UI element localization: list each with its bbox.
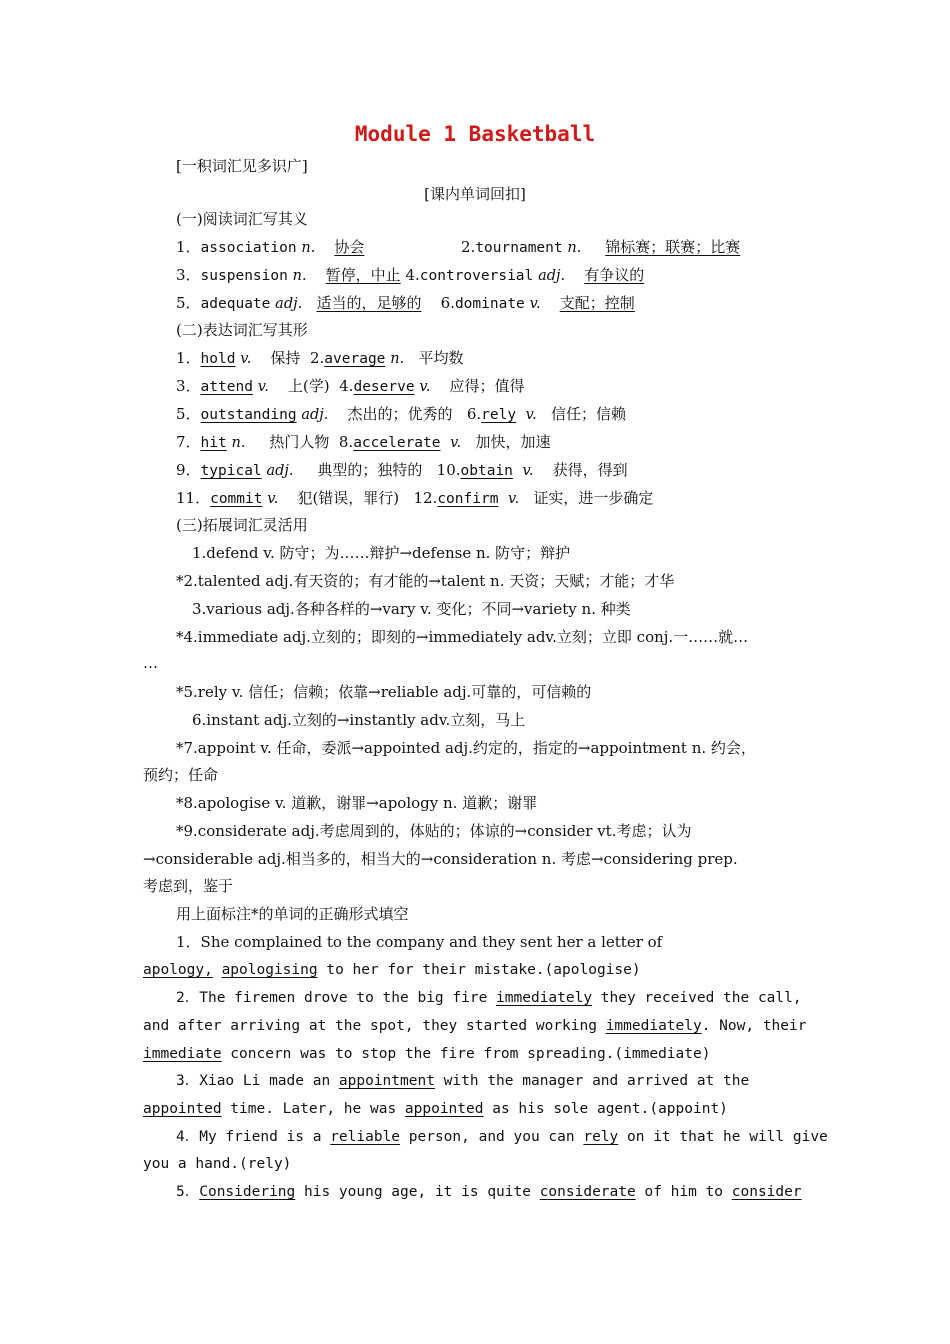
item-number: 12. [413,489,438,507]
answer: rely [583,1129,619,1145]
expansion-line: →considerable adj.相当多的，相当大的→consideration n. 考虑→considering prep. [143,850,738,868]
meaning: 平均数 [418,349,464,367]
sentence-2-cont [143,1016,806,1036]
answer: commit [210,491,263,507]
item-number: 4. [339,377,354,395]
vocab-word: suspension [200,268,288,284]
answer: outstanding [200,407,297,423]
sentence-text: as his sole agent.(appoint) [483,1101,728,1117]
item-number: 10. [436,461,461,479]
answer: hit [200,435,227,451]
sentence-text: 5． [176,1184,200,1200]
answer: immediately [605,1018,702,1034]
answer: immediate [143,1046,222,1062]
answer: immediately [496,990,593,1006]
answer: 有争议的 [584,266,645,284]
part1-row [461,237,740,258]
expansion-line: *7.appoint v. 任命，委派→appointed adj.约定的，指定的→appointment n. 约会， [176,739,756,757]
expansion-line: *4.immediate adj.立刻的；即刻的→immediately adv.立刻；立即 conj.一……就… [176,628,749,646]
answer: appointment [338,1073,435,1089]
item-number: 3． [176,377,201,395]
item-number: 11． [176,489,211,507]
sentence-text: and after arriving at the spot, they started working [143,1018,606,1034]
meaning: 获得，得到 [552,461,628,479]
sentence-text: concern was to stop the fire from spreading.(immediate) [221,1046,711,1062]
part1-row [176,293,635,314]
answer: obtain [460,463,513,479]
expansion-line: *8.apologise v. 道歉，谢罪→apology n. 道歉；谢罪 [176,794,538,812]
part2-row [176,460,628,481]
sentence-text: on it that he will give [618,1129,828,1145]
meaning: 犯(错误，罪行) [297,489,400,507]
meaning: 热门人物 [269,433,330,451]
answer: 暂停，中止 [325,266,401,284]
answer: 支配；控制 [559,294,635,312]
part2-heading: (二)表达词汇写其形 [176,321,308,339]
sentence-1: 1．She complained to the company and they sent her a letter of [176,933,663,951]
meaning: 上(学) [287,377,330,395]
meaning: 保持 [270,349,301,367]
expansion-line: 3.various adj.各种各样的→vary v. 变化；不同→variety n. 种类 [192,600,631,618]
item-number: 5． [176,405,201,423]
part3-heading: (三)拓展词汇灵活用 [176,516,308,534]
item-number: 8. [338,433,354,451]
part-of-speech: n. [390,351,405,367]
expansion-line: 考虑到，鉴于 [143,877,234,895]
item-number: 3． [176,266,201,284]
part-of-speech: n. [301,240,316,256]
item-number: 9． [176,461,201,479]
answer: rely [481,407,517,423]
sentence-text: 3．Xiao Li made an [176,1073,339,1089]
expansion-line: 1.defend v. 防守；为……辩护→defense n. 防守；辩护 [192,544,571,562]
answer: accelerate [353,435,441,451]
item-number: 7． [176,433,201,451]
sentence-text: with the manager and arrived at the [434,1073,750,1089]
sentence-2 [176,988,802,1008]
meaning: 典型的；独特的 [317,461,423,479]
part1-row [176,265,644,286]
answer: apology, [143,962,213,978]
sentence-text: his young age, it is quite [295,1184,540,1200]
part-of-speech: adj. [301,407,329,423]
item-number: 2. [461,238,476,256]
part2-row [176,376,525,397]
part-of-speech: v. [257,379,269,395]
answer: Considering [199,1184,296,1200]
part-of-speech: v. [529,296,541,312]
item-number: 4. [405,266,420,284]
part-of-speech: adj. [266,463,294,479]
part2-row [176,488,653,509]
expansion-line: … [143,654,158,672]
part-of-speech: adj. [275,296,303,312]
part2-row [176,432,550,453]
meaning: 杰出的；优秀的 [347,405,453,423]
part-of-speech: v. [525,407,537,423]
answer: reliable [330,1129,401,1145]
part-of-speech: v. [267,491,279,507]
sentence-text: time. Later, he was [221,1101,405,1117]
answer: 协会 [334,238,365,256]
answer: 锦标赛；联赛；比赛 [605,238,741,256]
sentence-text: 2．The firemen drove to the big fire [176,990,497,1006]
subsection-heading: [课内单词回扣] [424,185,526,203]
part2-row [176,348,463,369]
sentence-4-cont: you a hand.(rely) [143,1156,292,1172]
answer: considerate [539,1184,636,1200]
item-number: 6. [466,405,482,423]
expansion-line: *2.talented adj.有天资的；有才能的→talent n. 天资；天赋；才能；才华 [176,572,675,590]
part-of-speech: v. [507,491,520,507]
answer: confirm [437,491,499,507]
sentence-text: they received the call, [592,990,802,1006]
answer: appointed [404,1101,484,1117]
vocab-word: association [200,240,297,256]
sentence-text: person, and you can [400,1129,584,1145]
answer: hold [200,351,236,367]
answer: appointed [143,1101,222,1117]
item-number: 1． [176,349,201,367]
part1-row [176,237,364,258]
part-of-speech: adj. [538,268,566,284]
sentence-text: to her for their mistake.(apologise) [317,962,641,978]
expansion-line: 6.instant adj.立刻的→instantly adv.立刻，马上 [192,711,526,729]
part1-heading: (一)阅读词汇写其义 [176,210,308,228]
sentence-4 [176,1127,828,1147]
section-heading: [一积词汇见多识广] [176,157,308,175]
vocab-word: adequate [200,296,271,312]
sentence-text: 4．My friend is a [176,1129,331,1145]
sentence-3-cont [143,1099,728,1119]
page-title: Module 1 Basketball [354,122,596,146]
vocab-word: controversial [419,268,534,284]
vocab-word: tournament [475,240,563,256]
item-number: 1． [176,238,201,256]
expansion-line: *9.considerate adj.考虑周到的，体贴的；体谅的→consider vt.考虑；认为 [176,822,692,840]
part-of-speech: v. [522,463,534,479]
meaning: 证实，进一步确定 [533,489,654,507]
item-number: 2. [309,349,325,367]
sentence-text: of him to [635,1184,732,1200]
part-of-speech: v. [450,435,462,451]
sentence-3 [176,1071,749,1091]
part-of-speech: v. [419,379,431,395]
vocab-word: dominate [454,296,525,312]
answer: consider [731,1184,802,1200]
expansion-line: 预约；任命 [143,766,219,784]
part-of-speech: n. [567,240,582,256]
sentence-2-cont [143,1044,710,1064]
item-number: 5． [176,294,201,312]
answer: attend [200,379,253,395]
sentence-5 [176,1182,802,1202]
sentence-1-cont [143,960,641,980]
item-number: 6. [440,294,455,312]
answer: average [324,351,386,367]
expansion-line: *5.rely v. 信任；信赖；依靠→reliable adj.可靠的，可信赖的 [176,683,592,701]
part-of-speech: n. [231,435,246,451]
answer: 适当的，足够的 [316,294,422,312]
answer: typical [200,463,262,479]
part2-row [176,404,626,425]
sentence-text: . Now, their [701,1018,807,1034]
meaning: 加快，加速 [475,433,551,451]
meaning: 信任；信赖 [551,405,627,423]
part-of-speech: n. [292,268,307,284]
meaning: 应得；值得 [449,377,525,395]
answer: apologising [221,962,318,978]
exercise-instruction: 用上面标注*的单词的正确形式填空 [176,905,409,923]
part-of-speech: v. [240,351,252,367]
answer: deserve [353,379,415,395]
